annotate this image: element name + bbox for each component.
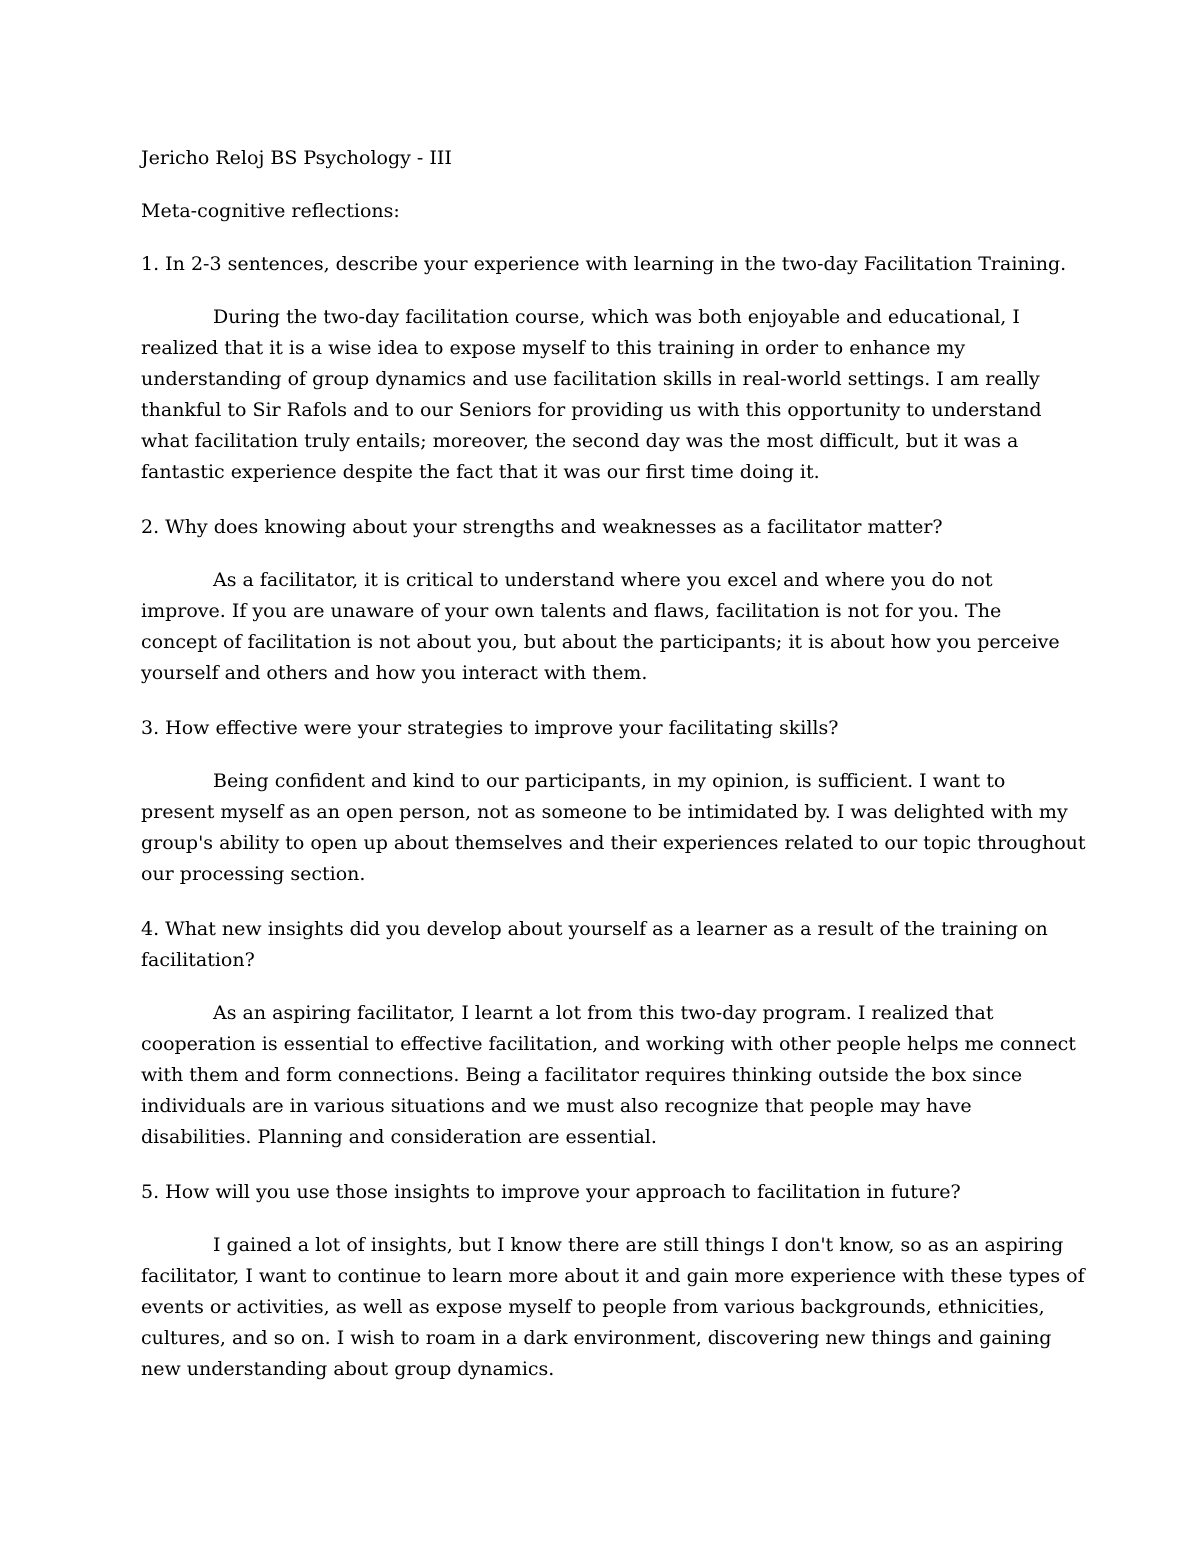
answer-line: what facilitation truly entails; moreover, the second day was the most difficult, but it was a: [141, 430, 1019, 452]
question-text: [141, 713, 1071, 744]
answer-line: As an aspiring facilitator, I learnt a lot from this two-day program. I realized that: [213, 1002, 994, 1024]
answer-line: individuals are in various situations and we must also recognize that people may have: [141, 1095, 972, 1117]
answer-paragraph: [141, 998, 1076, 1153]
answer-line: understanding of group dynamics and use facilitation skills in real-world settings. I am really: [141, 368, 1040, 390]
question-section: [141, 1177, 1085, 1385]
answer-line: improve. If you are unaware of your own talents and flaws, facilitation is not for you. The: [141, 600, 1002, 622]
answer-line: present myself as an open person, not as someone to be intimidated by. I was delighted with my: [141, 801, 1068, 823]
answer-line: events or activities, as well as expose myself to people from various backgrounds, ethnicities,: [141, 1296, 1045, 1318]
answer-line: fantastic experience despite the fact that it was our first time doing it.: [141, 461, 820, 483]
question-text: [141, 512, 1071, 543]
answer-line: new understanding about group dynamics.: [141, 1358, 555, 1380]
answer-line: with them and form connections. Being a facilitator requires thinking outside the box since: [141, 1064, 1023, 1086]
question-line: facilitation?: [141, 949, 255, 971]
answer-line: yourself and others and how you interact with them.: [141, 662, 648, 684]
question-text: [141, 1177, 1071, 1208]
question-section: [141, 512, 1071, 689]
answer-line: thankful to Sir Rafols and to our Seniors for providing us with this opportunity to understand: [141, 399, 1042, 421]
question-line: 1. In 2-3 sentences, describe your experience with learning in the two-day Facilitation Training.: [141, 253, 1067, 275]
answer-paragraph: [141, 302, 1071, 488]
question-line: 5. How will you use those insights to improve your approach to facilitation in future?: [141, 1181, 961, 1203]
answer-line: our processing section.: [141, 863, 366, 885]
answer-paragraph: [141, 1230, 1085, 1385]
answer-line: I gained a lot of insights, but I know there are still things I don't know, so as an aspiring: [213, 1234, 1064, 1256]
question-line: 3. How effective were your strategies to improve your facilitating skills?: [141, 717, 839, 739]
answer-paragraph: [141, 565, 1071, 689]
author-header: Jericho Reloj BS Psychology - III: [141, 147, 452, 169]
question-section: [141, 713, 1086, 890]
answer-paragraph: [141, 766, 1086, 890]
question-list: [141, 249, 1086, 1385]
answer-line: concept of facilitation is not about you, but about the participants; it is about how you perceive: [141, 631, 1060, 653]
answer-line: group's ability to open up about themselves and their experiences related to our topic throughout: [141, 832, 1086, 854]
question-text: [141, 249, 1071, 280]
answer-line: cooperation is essential to effective facilitation, and working with other people helps me connect: [141, 1033, 1076, 1055]
answer-line: realized that it is a wise idea to expose myself to this training in order to enhance my: [141, 337, 966, 359]
question-section: [141, 914, 1076, 1153]
answer-line: disabilities. Planning and consideration are essential.: [141, 1126, 657, 1148]
question-text: [141, 914, 1071, 976]
question-section: [141, 249, 1071, 488]
document-title: Meta-cognitive reflections:: [141, 200, 400, 222]
document-body: [141, 143, 1086, 1409]
answer-line: Being confident and kind to our participants, in my opinion, is sufficient. I want to: [213, 770, 1006, 792]
answer-line: During the two-day facilitation course, which was both enjoyable and educational, I: [213, 306, 1020, 328]
question-line: 4. What new insights did you develop about yourself as a learner as a result of the training on: [141, 918, 1048, 940]
answer-line: facilitator, I want to continue to learn more about it and gain more experience with these types of: [141, 1265, 1085, 1287]
answer-line: cultures, and so on. I wish to roam in a dark environment, discovering new things and gaining: [141, 1327, 1052, 1349]
question-line: 2. Why does knowing about your strengths and weaknesses as a facilitator matter?: [141, 516, 943, 538]
answer-line: As a facilitator, it is critical to understand where you excel and where you do not: [213, 569, 993, 591]
